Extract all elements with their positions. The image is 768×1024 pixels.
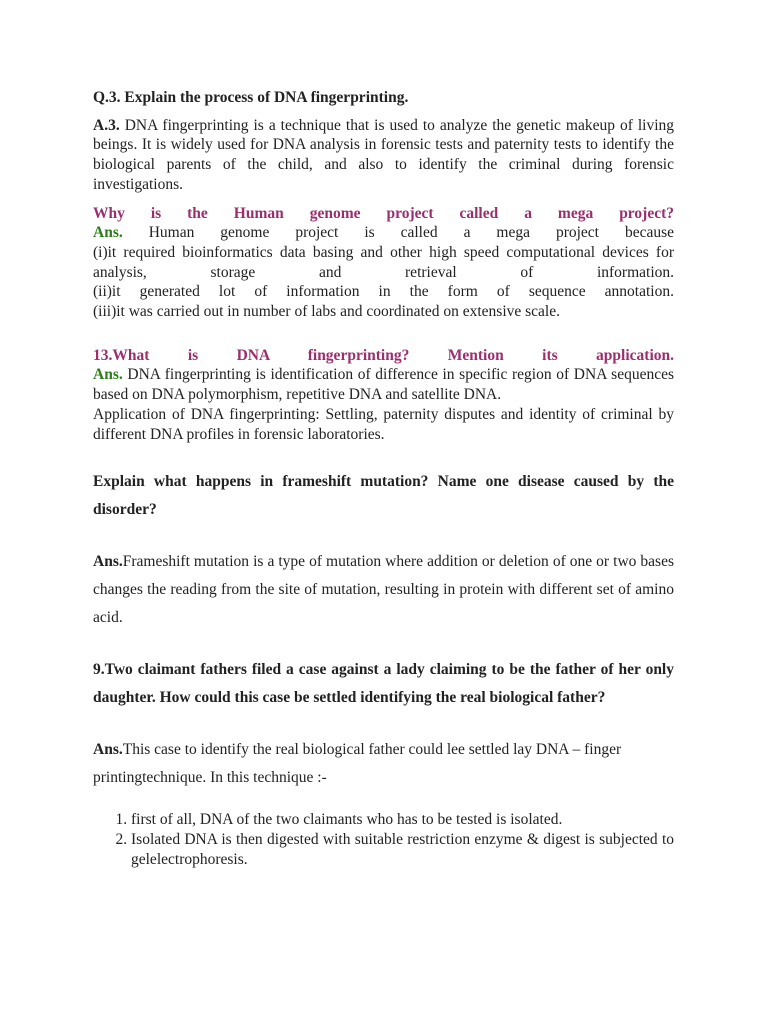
list-item: 2. Isolated DNA is then digested with suitable restriction enzyme & digest is subjected to gelelectrophoresis.	[131, 830, 674, 869]
frameshift-answer	[93, 548, 674, 632]
hgp-point-3: (iii)it was carried out in number of labs and coordinated on extensive scale.	[93, 303, 560, 321]
document-content	[93, 88, 674, 869]
q9-answer	[93, 736, 674, 792]
hgp-answer-label: Ans.	[93, 224, 123, 242]
q13-answer	[93, 365, 674, 404]
q9-answer-label: Ans.	[93, 741, 123, 759]
q3-question: Q.3. Explain the process of DNA fingerprinting.	[93, 89, 409, 106]
list-item: 1. first of all, DNA of the two claimants who has to be tested is isolated.	[131, 810, 674, 830]
q13-answer-text: DNA fingerprinting is identification of difference in specific region of DNA sequences based on DNA polymorphism, repetitive DNA and satellite DNA.	[93, 366, 675, 404]
hgp-point-1: (i)it required bioinformatics data basing and other high speed computational devices for analysis, storage and retrieval of information.	[93, 243, 674, 281]
hgp-answer-line1	[93, 223, 674, 243]
q9-steps-list	[93, 810, 674, 869]
q13-question: 13.What is DNA fingerprinting? Mention its application.	[93, 346, 674, 364]
q9-answer-text: This case to identify the real biological father could lee settled lay DNA – finger printingtechnique. In this technique :-	[93, 741, 622, 787]
q3-answer-label: A.3.	[93, 116, 120, 134]
hgp-answer-text: Human genome project is called a mega project because	[148, 224, 674, 242]
hgp-question: Why is the Human genome project called a mega project?	[93, 204, 674, 222]
q13-application: Application of DNA fingerprinting: Settling, paternity disputes and identity of criminal by different DNA profiles in forensic laboratories.	[93, 405, 674, 443]
hgp-point-2: (ii)it generated lot of information in the form of sequence annotation.	[93, 283, 674, 301]
frameshift-question: Explain what happens in frameshift mutation? Name one disease caused by the disorder?	[93, 473, 674, 519]
q3-answer-text: DNA fingerprinting is a technique that is used to analyze the genetic makeup of living beings. It is widely used for DNA analysis in forensic tests and paternity tests to identify the biological parents of the child, and also to identify the criminal during forensic investigations.	[93, 116, 675, 193]
frameshift-answer-text: Frameshift mutation is a type of mutation where addition or deletion of one or two bases changes the reading from the site of mutation, resulting in protein with different set of amino acid.	[93, 553, 674, 627]
frameshift-answer-label: Ans.	[93, 553, 123, 571]
q9-question: 9.Two claimant fathers filed a case against a lady claiming to be the father of her only daughter. How could this case be settled identifying the real biological father?	[93, 661, 674, 707]
q3-answer	[93, 116, 674, 195]
q13-answer-label: Ans.	[93, 366, 123, 384]
